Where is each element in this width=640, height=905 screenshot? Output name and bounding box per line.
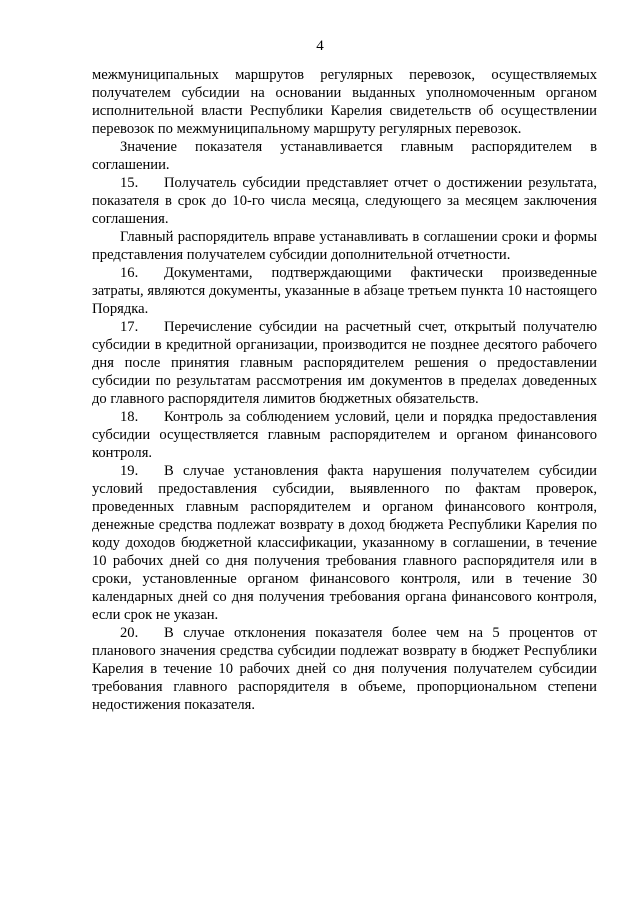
paragraph-text: Значение показателя устанавливается главным распорядителем в соглашении. — [92, 139, 597, 173]
paragraph-text: Документами, подтверждающими фактически произведенные затраты, являются документы, указанные в абзаце третьем пункта 10 настоящего Порядка. — [92, 265, 597, 317]
document-body — [92, 66, 597, 714]
paragraph-text: Контроль за соблюдением условий, цели и порядка предоставления субсидии осуществляется главным распорядителем и органом финансового контроля. — [92, 409, 597, 461]
paragraph-16 — [92, 264, 597, 318]
paragraph-number: 16. — [120, 265, 139, 281]
paragraph — [92, 228, 597, 264]
paragraph-text: В случае установления факта нарушения получателем субсидии условий предоставления субсидии, выявленного по фактам проверок, проведенных главным распорядителем и органом финансового контроля, денежные средства подлежат возврату в доход бюджета Республики Карелия по коду доходов бюджетной классификации, указанному в соглашении, в течение 10 рабочих дней со дня получения требования главного распорядителя или в сроки, установленные органом финансового контроля, или в течение 30 календарных дней со дня получения требования органа финансового контроля, если срок не указан. — [92, 463, 597, 623]
paragraph-text: межмуниципальных маршрутов регулярных перевозок, осуществляемых получателем субсидии на основании выданных уполномоченным органом исполнительной власти Республики Карелия свидетельств об осуществлении перевозок по межмуниципальному маршруту регулярных перевозок. — [92, 67, 597, 137]
paragraph-19 — [92, 462, 597, 624]
paragraph-text: В случае отклонения показателя более чем на 5 процентов от планового значения средства субсидии подлежат возврату в бюджет Республики Карелия в течение 10 рабочих дней со дня получения получателем субсидии требования главного распорядителя в объеме, пропорциональном степени недостижения показателя. — [92, 625, 597, 713]
page-number: 4 — [316, 38, 324, 54]
paragraph — [92, 138, 597, 174]
paragraph-number: 15. — [120, 175, 139, 191]
paragraph-18 — [92, 408, 597, 462]
paragraph-number: 18. — [120, 409, 139, 425]
paragraph-20 — [92, 624, 597, 714]
paragraph-number: 20. — [120, 625, 139, 641]
paragraph-17 — [92, 318, 597, 408]
paragraph-number: 17. — [120, 319, 139, 335]
paragraph-text: Получатель субсидии представляет отчет о достижении результата, показателя в срок до 10-го числа месяца, следующего за месяцем заключения соглашения. — [92, 175, 597, 227]
paragraph-number: 19. — [120, 463, 139, 479]
paragraph-text: Перечисление субсидии на расчетный счет, открытый получателю субсидии в кредитной организации, производится не позднее десятого рабочего дня после принятия главным распорядителем решения о предоставлении субсидии по результатам рассмотрения им документов в пределах доведенных до главного распорядителя лимитов бюджетных обязательств. — [92, 319, 597, 407]
paragraph-continuation — [92, 66, 597, 138]
paragraph-15 — [92, 174, 597, 228]
paragraph-text: Главный распорядитель вправе устанавливать в соглашении сроки и формы представления получателем субсидии дополнительной отчетности. — [92, 229, 597, 263]
